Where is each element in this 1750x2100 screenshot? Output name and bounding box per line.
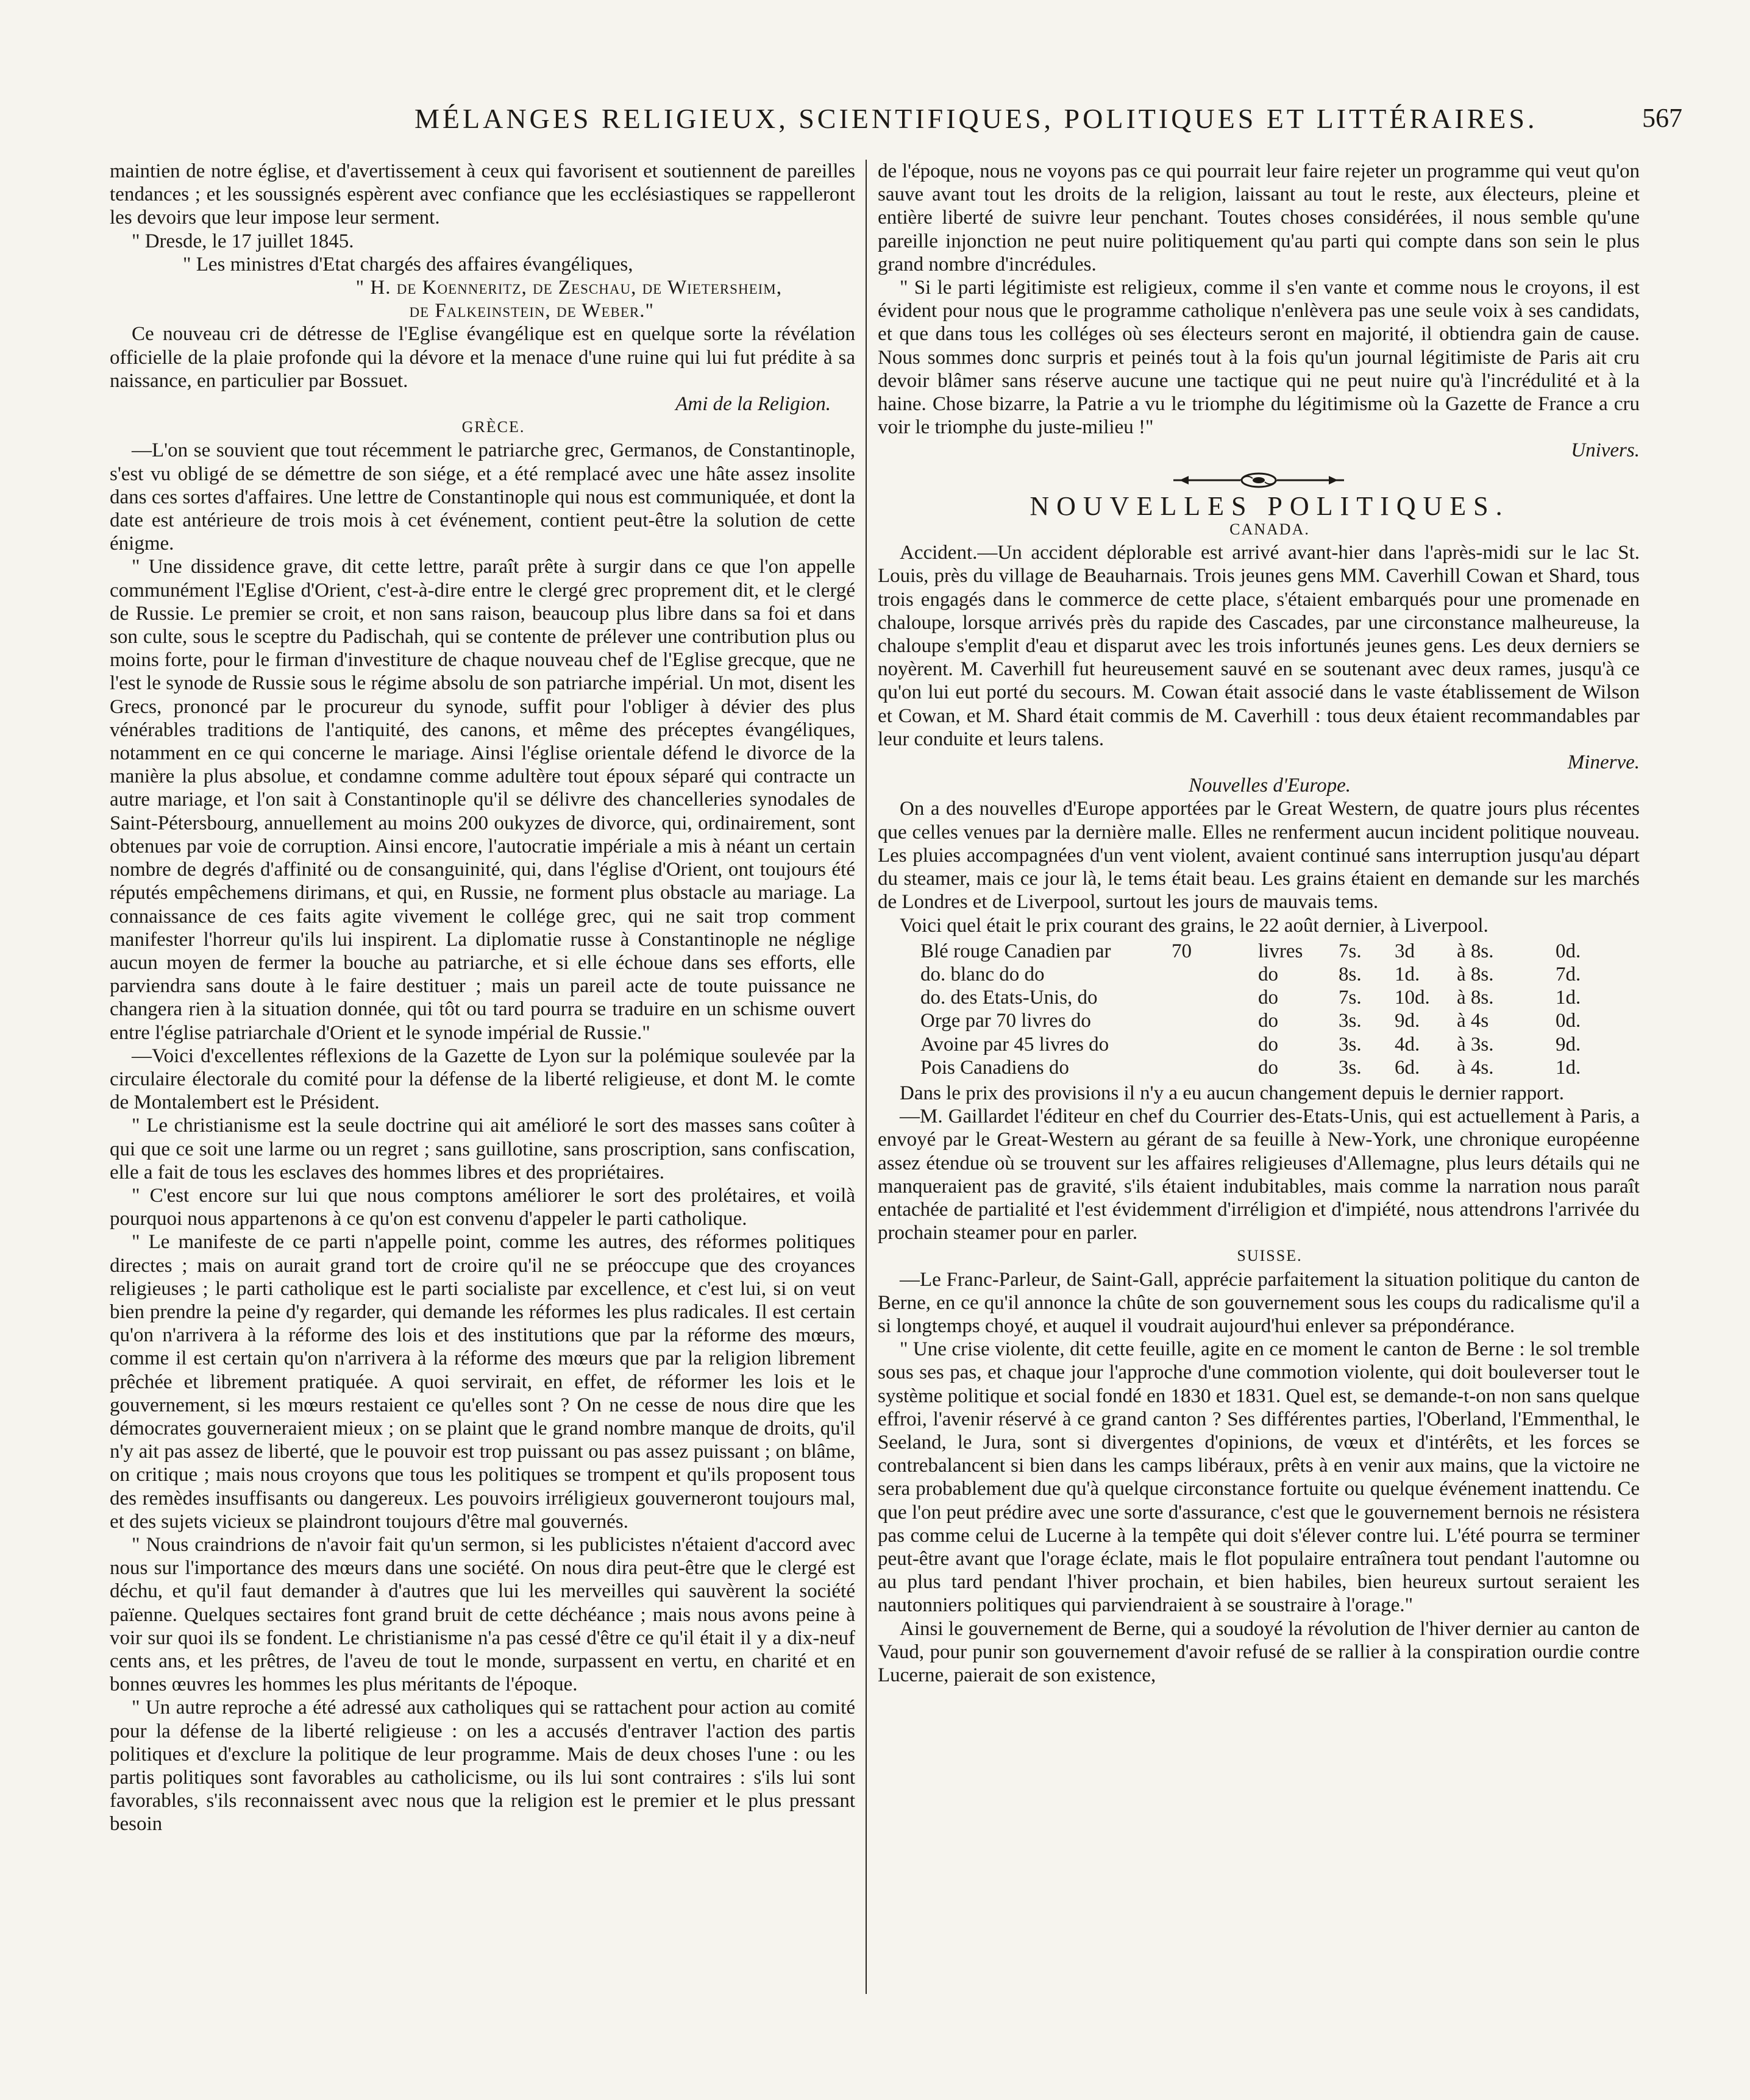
page-number: 567 bbox=[1642, 103, 1682, 133]
price-cell bbox=[1172, 986, 1258, 1009]
price-cell: 1d. bbox=[1395, 963, 1420, 985]
price-cell: 8s. bbox=[1339, 963, 1362, 985]
price-cell: 4d. bbox=[1395, 1033, 1420, 1055]
paragraph: de l'époque, nous ne voyons pas ce qui pourrait leur faire rejeter un programme qui veut qu'on sauve avant tout les droits de la religion, laissant au tout le reste, aux électeurs, pleine et entière liberté de suivre leur penchant. Toutes choses considérées, il nous semble qu'une pareille injonction ne peut nuire politiquement qu'au parti qui compte dans son sein le plus grand nombre d'incrédules. bbox=[878, 160, 1640, 275]
source-signature: Ami de la Religion. bbox=[675, 393, 831, 416]
signatories: " H. de Koenneritz, de Zeschau, de Wietersheim, bbox=[355, 277, 782, 299]
paragraph: Ainsi le gouvernement de Berne, qui a soudoyé la révolution de l'hiver dernier au canton de Vaud, pour punir son gouvernement d'avoir refusé de se rallier à la conspiration ourdie contre Lucerne, paierait de son existence, bbox=[878, 1617, 1640, 1686]
price-cell: 1d. bbox=[1556, 987, 1581, 1009]
price-cell bbox=[1172, 1033, 1258, 1056]
price-cell: à 8s. bbox=[1457, 963, 1494, 985]
column-divider bbox=[866, 160, 867, 1994]
price-cell: 10d. bbox=[1395, 987, 1430, 1009]
paragraph: " Le manifeste de ce parti n'appelle point, comme les autres, des réformes politiques directes ; mais on aurait grand tort de croire qu'il ne se préoccupe que des croyances religieuses ; le parti catholique est le parti socialiste par excellence, et c'est lui, si on veut bien prendre la peine d'y regarder, qui demande les réformes les plus radicales. Il est certain qu'on n'arrivera à la réforme des lois et des institutions que par la réforme des mœurs, comme il est certain qu'on n'arrivera à la réforme des mœurs que par la religion librement prêchée et librement pratiquée. A quoi servirait, en effet, de réformer les lois et le gouvernement, si les mœurs restaient ce qu'elles sont ? On ne cesse de nous dire que les démocrates gouverneraient mieux ; on se plaint que le grand nombre manque de droits, qu'il n'y ait pas assez de liberté, que le pouvoir est trop puissant ou pas assez puissant ; on blâme, on critique ; mais nous croyons que tous les politiques se trompent et qu'ils proposent tous des remèdes insuffisants ou dangereux. Les pouvoirs irréligieux gouverneront toujours mal, et des sujets vicieux se plaindront toujours d'être mal gouvernés. bbox=[110, 1231, 855, 1533]
paragraph: " C'est encore sur lui que nous comptons améliorer le sort des prolétaires, et voilà pourquoi nous appartenons à ce qu'on est convenu d'appeler le parti catholique. bbox=[110, 1184, 855, 1230]
price-cell: 7s. bbox=[1339, 987, 1362, 1009]
price-cell: 70 bbox=[1172, 940, 1192, 962]
paragraph: maintien de notre église, et d'avertissement à ceux qui favorisent et soutiennent de pareilles tendances ; et les soussignés espèrent avec confiance que les ecclésiastiques se rappelleront les devoirs que leur impose leur serment. bbox=[110, 160, 855, 229]
price-cell: à 4s bbox=[1457, 1010, 1489, 1032]
price-cell: 0d. bbox=[1556, 940, 1581, 962]
paragraph: " Un autre reproche a été adressé aux catholiques qui se rattachent pour action au comité pour la défense de la liberté religieuse : on les a accusés d'entraver l'action des partis politiques et d'exclure la politique de leur programme. Mais de deux choses l'une : ou les partis politiques sont favorables au catholicisme, ou ils lui sont contraires : s'ils lui sont favorables, s'ils reconnaissent avec nous que la religion est le premier et le plus pressant besoin bbox=[110, 1697, 855, 1836]
price-cell: à 3s. bbox=[1457, 1033, 1494, 1055]
table-row bbox=[920, 1033, 1599, 1056]
price-cell: livres bbox=[1258, 940, 1303, 962]
paragraph: " Si le parti légitimiste est religieux, comme il s'en vante et comme nous le croyons, il est évident pour nous que le programme catholique n'enlèvera pas une seule voix à ses candidats, et que dans tous les colléges où ses électeurs seront en majorité, il obtiendra gain de cause. Nous sommes donc surpris et peinés tout à la fois qu'un journal légitimiste de Paris ait cru devoir blâmer sans réserve aucune une tactique qui ne peut nuire qu'à l'incrédulité et à la haine. Chose bizarre, la Patrie a vu le triomphe du légitimisme où la Gazette de France a cru voir le triomphe du juste-milieu !" bbox=[878, 277, 1640, 439]
paragraph: Dans le prix des provisions il n'y a eu aucun changement depuis le dernier rapport. bbox=[900, 1082, 1565, 1104]
paragraph: " Le christianisme est la seule doctrine qui ait amélioré le sort des masses sans coûter à qui que ce soit une larme ou un regret ; sans guillotine, sans proscription, sans confiscation, elle a fait de tous les esclaves des hommes libres et des propriétaires. bbox=[110, 1115, 855, 1183]
paragraph: " Une dissidence grave, dit cette lettre, paraît prête à surgir dans ce que l'on appelle communément l'Eglise d'Orient, c'est-à-dire entre le clergé grec proprement dit, et le clergé de Russie. Le premier se croit, et non sans raison, beaucoup plus libre dans sa foi et dans son culte, sous le sceptre du Padischah, qui se contente de prélever une contribution plus ou moins forte, pour le firman d'investiture de chaque nouveau chef de l'Eglise grecque, que ne l'est le synode de Russie sous le régime absolu de son patriarche impérial. Un mot, disent les Grecs, prononcé par le procureur du synode, suffit pour l'obliger à dévier des plus vénérables traditions de l'antiquité, des canons, et même des préceptes évangéliques, notamment en ce qui concerne le mariage. Ainsi l'église orientale défend le divorce de la manière la plus absolue, et condamne comme adultère tout époux séparé qui contracte un autre mariage, et l'on sait à Constantinople qu'il se délivre des chancelleries synodales de Saint-Pétersbourg, annuellement au moins 200 oukyzes de divorce, qui, ordinairement, sont obtenues par voie de corruption. Ainsi encore, l'autocratie impériale a mis à néant un certain nombre de degrés d'affinité ou de consanguinité, qui, dans l'église d'Orient, ont toujours été réputés empêchemens dirimans, et qui, en Russie, ne forment plus obstacle au mariage. La connaissance de ces faits agite vivement le collége grec, qui ne sait trop comment manifester l'horreur qu'ils lui inspirent. La diplomatie russe à Constantinople ne néglige aucun moyen de fermer la bouche au patriarche, et si elle échoue dans ses efforts, elle parviendra sans doute à le faire destituer ; mais un pareil acte de toute puissance ne changera rien à la situation donnée, qui tôt ou tard pourra se traduire en un schisme ouvert entre l'église patriarchale d'Orient et le synode impérial de Russie." bbox=[110, 556, 856, 1044]
grain-price-table bbox=[920, 940, 1599, 1079]
price-cell: 9d. bbox=[1395, 1010, 1420, 1032]
price-cell: Pois Canadiens do bbox=[920, 1056, 1069, 1079]
left-column bbox=[110, 160, 855, 1836]
table-row bbox=[920, 1056, 1599, 1079]
price-cell: 7s. bbox=[1339, 940, 1362, 962]
subsection-heading: Nouvelles d'Europe. bbox=[1188, 775, 1351, 797]
table-row bbox=[920, 963, 1599, 986]
paragraph: " Dresde, le 17 juillet 1845. bbox=[132, 230, 354, 252]
price-cell: à 4s. bbox=[1457, 1056, 1494, 1079]
table-row bbox=[920, 940, 1599, 963]
price-cell: Avoine par 45 livres do bbox=[920, 1033, 1109, 1055]
section-title: NOUVELLES POLITIQUES. bbox=[1030, 491, 1510, 521]
paragraph: —Voici d'excellentes réflexions de la Gazette de Lyon sur la polémique soulevée par la circulaire électorale du comité pour la défense de la liberté religieuse, et dont M. le comte de Montalembert est le Président. bbox=[110, 1045, 855, 1114]
price-cell: 3s. bbox=[1339, 1010, 1362, 1032]
paragraph: " Nous craindrions de n'avoir fait qu'un sermon, si les publicistes n'étaient d'accord avec nous sur l'importance des mœurs dans une société. On nous dira peut-être que le clergé est déchu, et qu'il faut demander à d'autres que lui les merveilles qui sauvèrent la société païenne. Quelques sectaires font grand bruit de cette déchéance ; mais nous avons peine à voir sur quoi ils se fondent. Le christianisme n'a pas cessé d'être ce qu'il était il y a dix-neuf cents ans, et les prêtres, de l'aveu de tout le monde, surpassent en vertu, en charité et en bonnes œuvres les hommes les plus méritants de l'époque. bbox=[110, 1533, 855, 1696]
section-heading: CANADA. bbox=[1229, 520, 1310, 539]
price-cell: à 8s. bbox=[1457, 940, 1494, 962]
paragraph: Accident.—Un accident déplorable est arrivé avant-hier dans l'après-midi sur le lac St. Louis, près du village de Beauharnais. Trois jeunes gens MM. Caverhill Cowan et Shard, tous trois engagés dans le commerce de cette place, s'étaient embarqués pour une promenade en chaloupe, lorsque arrivés près du rapide des Cascades, par une circonstance malheureuse, la chaloupe s'emplit d'eau et disparut avec les trois infortunés jeunes gens. Les deux derniers se noyèrent. M. Caverhill fut heureusement sauvé en se soutenant avec deux rames, jusqu'à ce qu'on lui eut porté du secours. M. Cowan était associé dans le vaste établissement de Wilson et Cowan, et M. Shard était commis de M. Caverhill : tous deux étaient recommandables par leur conduite et leurs talens. bbox=[878, 542, 1640, 750]
price-cell bbox=[1172, 1056, 1258, 1079]
price-cell: 6d. bbox=[1395, 1056, 1420, 1079]
source-signature: Univers. bbox=[1571, 439, 1640, 462]
price-cell: do bbox=[1258, 1010, 1278, 1032]
price-cell: à 8s. bbox=[1457, 987, 1494, 1009]
running-head bbox=[110, 102, 1682, 139]
price-cell: 1d. bbox=[1556, 1056, 1581, 1079]
ornament-icon bbox=[1167, 471, 1350, 489]
price-cell: do bbox=[1258, 1033, 1278, 1055]
paragraph: " Les ministres d'Etat chargés des affaires évangéliques, bbox=[183, 253, 633, 275]
paragraph: —Le Franc-Parleur, de Saint-Gall, apprécie parfaitement la situation politique du canton de Berne, en ce qu'il annonce la chûte de son gouvernement sous les coups du radicalisme qu'il a si longtemps choyé, et auquel il voudrait aujourd'hui enlever sa prépondérance. bbox=[878, 1268, 1640, 1337]
price-cell bbox=[1172, 963, 1258, 986]
price-cell: Orge par 70 livres do bbox=[920, 1010, 1091, 1032]
running-title: MÉLANGES RELIGIEUX, SCIENTIFIQUES, POLITIQUES ET LITTÉRAIRES. bbox=[414, 103, 1538, 134]
table-row bbox=[920, 986, 1599, 1009]
right-column bbox=[878, 160, 1640, 1687]
signatories: de Falkeinstein, de Weber." bbox=[409, 300, 654, 322]
price-cell: do bbox=[1258, 1056, 1278, 1079]
price-cell bbox=[1172, 1009, 1258, 1032]
section-heading: SUISSE. bbox=[1237, 1247, 1303, 1265]
price-cell: 3d bbox=[1395, 940, 1415, 962]
paragraph: Voici quel était le prix courant des grains, le 22 août dernier, à Liverpool. bbox=[900, 914, 1489, 937]
table-row bbox=[920, 1009, 1599, 1032]
price-cell: 7d. bbox=[1556, 963, 1581, 985]
price-cell: do bbox=[1258, 963, 1278, 985]
paragraph: " Une crise violente, dit cette feuille, agite en ce moment le canton de Berne : le sol tremble sous ses pas, et chaque jour l'approche d'une commotion violente, qui doit bouleverser tout le système politique et social fondé en 1830 et 1831. Quel est, se demande-t-on non sans quelque effroi, l'avenir réservé à ce grand canton ? Ses différentes parties, l'Oberland, l'Emmenthal, le Seeland, le Jura, sont si divergentes d'opinions, de vœux et d'intérêts, et les forces se contrebalancent si bien dans les camps libéraux, prêts à en venir aux mains, que la victoire ne sera probablement due qu'à quelque circonstance fortuite ou quelque événement inattendu. Ce que l'on peut prédire avec une sorte d'assurance, c'est que le gouvernement bernois ne résistera pas comme celui de Lucerne à la tempête qui doit s'élever contre lui. L'été pourra se terminer peut-être avant que l'orage éclate, mais le flot populaire entraînera tout pendant l'automne ou au plus tard pendant l'hiver prochain, et bien habiles, bien heureux surtout seraient les nautonniers politiques qui parviendraient à se soustraire à l'orage." bbox=[878, 1338, 1640, 1617]
paragraph: Ce nouveau cri de détresse de l'Eglise évangélique est en quelque sorte la révélation officielle de la plaie profonde qui la dévore et la menace d'une ruine qui lui fut prédite à sa naissance, en particulier par Bossuet. bbox=[110, 323, 855, 392]
price-cell: 3s. bbox=[1339, 1033, 1362, 1055]
paragraph: —L'on se souvient que tout récemment le patriarche grec, Germanos, de Constantinople, s'est vu obligé de se démettre de son siége, et a été remplacé avec une hâte assez insolite dans ces sortes d'affaires. Une lettre de Constantinople qui nous est communiquée, et dont la date est antérieure de trois mois à cet événement, contient peut-être la solution de cette énigme. bbox=[110, 439, 855, 555]
price-cell: 3s. bbox=[1339, 1056, 1362, 1079]
paragraph: On a des nouvelles d'Europe apportées par le Great Western, de quatre jours plus récentes que celles venues par la dernière malle. Elles ne renferment aucun incident politique nouveau. Les pluies accompagnées d'un vent violent, avaient continué sans interruption jusqu'au départ du steamer, mais ce jour là, le tems était beau. Les grains étaient en demande sur les marchés de Londres et de Liverpool, surtout les jours de mauvais tems. bbox=[878, 798, 1640, 913]
paragraph: —M. Gaillardet l'éditeur en chef du Courrier des-Etats-Unis, qui est actuellement à Paris, a envoyé par le Great-Western au gérant de sa feuille à New-York, une chronique européenne assez étendue où se trouvent sur les affaires religieuses d'Allemagne, plus leurs détails qui ne manqueraient pas de gravité, s'ils étaient indubitables, mais comme la narration nous paraît entachée de partialité et l'est évidemment d'irréligion et d'impiété, nous attendrons l'arrivée du prochain steamer pour en parler. bbox=[878, 1105, 1640, 1244]
section-heading: GRÈCE. bbox=[461, 418, 525, 436]
price-cell: do. des Etats-Unis, do bbox=[920, 987, 1098, 1009]
price-cell: do. blanc do do bbox=[920, 963, 1045, 985]
price-cell: do bbox=[1258, 987, 1278, 1009]
price-cell: Blé rouge Canadien par bbox=[920, 940, 1111, 962]
source-signature: Minerve. bbox=[1567, 751, 1640, 774]
price-cell: 0d. bbox=[1556, 1010, 1581, 1032]
price-cell: 9d. bbox=[1556, 1033, 1581, 1055]
